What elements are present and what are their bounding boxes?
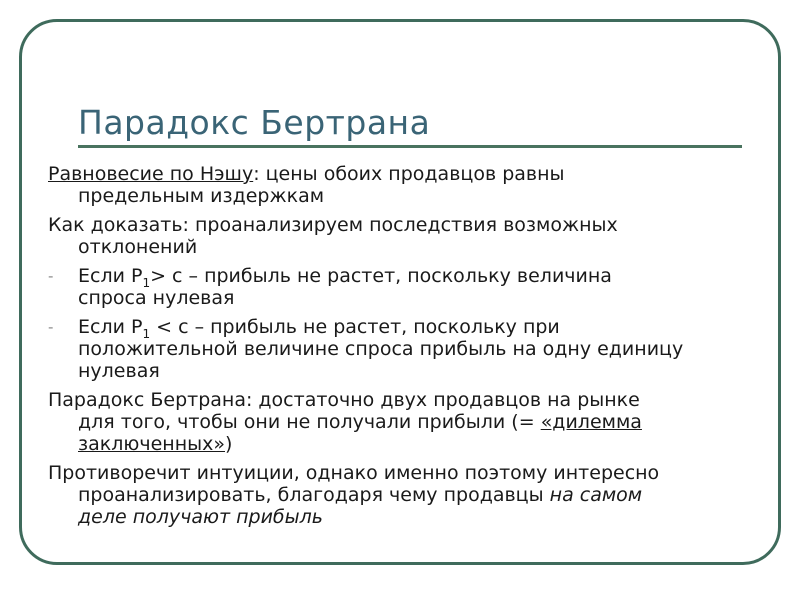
nash-equilibrium-continuation: предельным издержкам [78, 185, 325, 207]
sub-item-2-subscript: 1 [142, 326, 151, 341]
paragraph-bertrand-paradox [48, 389, 760, 455]
how-to-prove-continuation: отклонений [78, 236, 198, 258]
how-to-prove-text: Как доказать: проанализируем последствия возможных [48, 214, 618, 236]
sub-item-price-below-cost [48, 316, 760, 382]
counterintuitive-italic-2: деле получают прибыль [78, 506, 323, 528]
counterintuitive-line-2 [48, 484, 760, 506]
sub-item-1-subscript: 1 [142, 275, 151, 290]
prisoners-dilemma-link-part-1[interactable]: «дилемма [540, 411, 642, 433]
sub-item-2-continuation-1: положительной величине спроса прибыль на одну единицу [78, 338, 684, 360]
counterintuitive-italic-1: на самом [549, 484, 643, 506]
slide-body [48, 163, 760, 535]
nash-equilibrium-link[interactable]: Равновесие по Нэшу [48, 163, 254, 185]
counterintuitive-line-2-text: проанализировать, благодаря чему продавцы [78, 484, 550, 506]
nash-equilibrium-text: : цены обоих продавцов равны [253, 163, 565, 185]
sub-item-1-continuation: спроса нулевая [78, 287, 235, 309]
sub-item-price-above-cost [48, 265, 760, 309]
slide-title: Парадокс Бертрана [78, 103, 431, 142]
bertrand-paradox-close-paren: ) [225, 433, 233, 455]
prisoners-dilemma-link-part-2[interactable]: заключенных» [78, 433, 225, 455]
counterintuitive-line-1: Противоречит интуиции, однако именно поэтому интересно [48, 462, 660, 484]
bertrand-paradox-line-3 [48, 433, 760, 455]
bertrand-paradox-line-1: Парадокс Бертрана: достаточно двух продавцов на рынке [48, 389, 640, 411]
paragraph-how-to-prove [48, 214, 760, 258]
sub-item-2-pre: Если Р [78, 316, 143, 338]
title-underline [78, 145, 742, 148]
sub-item-2-continuation-2: нулевая [78, 360, 160, 382]
sub-item-2-post: < c – прибыль не растет, поскольку при [150, 316, 560, 338]
dash-bullet-icon: - [48, 318, 54, 336]
paragraph-nash-equilibrium [48, 163, 760, 207]
sub-item-1-pre: Если Р [78, 265, 143, 287]
bertrand-paradox-line-2-text: для того, чтобы они не получали прибыли (= [78, 411, 541, 433]
sub-item-1-post: > c – прибыль не растет, поскольку величина [150, 265, 612, 287]
dash-bullet-icon: - [48, 267, 54, 285]
bertrand-paradox-line-2 [48, 411, 760, 433]
paragraph-counterintuitive [48, 462, 760, 528]
